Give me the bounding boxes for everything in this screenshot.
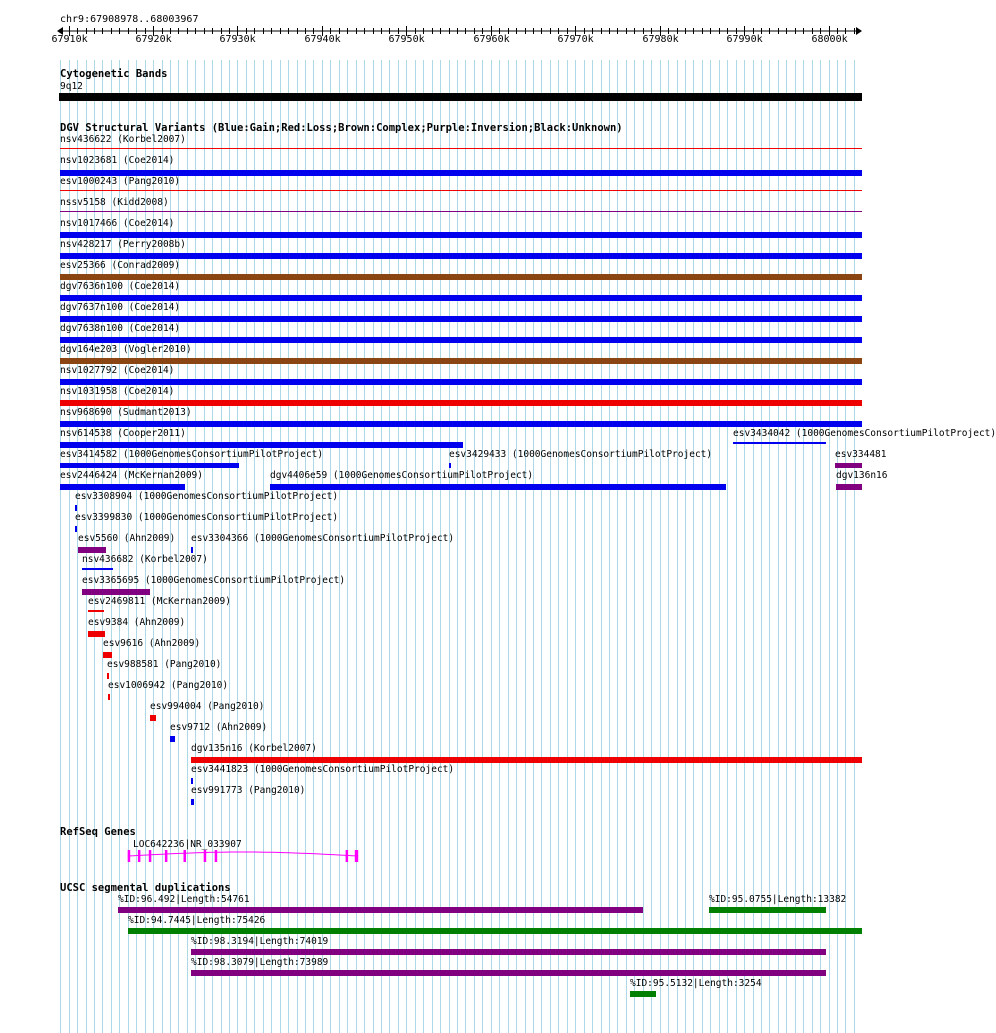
segdup-feature-label[interactable]: %ID:96.492|Length:54761 (118, 894, 250, 905)
segdup-feature-bar[interactable] (191, 970, 826, 976)
dgv-feature-bar[interactable] (150, 715, 156, 721)
dgv-feature-label[interactable]: nsv436682 (Korbel2007) (82, 554, 208, 565)
dgv-feature-label[interactable]: esv994004 (Pang2010) (150, 701, 265, 712)
dgv-track-title: DGV Structural Variants (Blue:Gain;Red:Loss;Brown:Complex;Purple:Inversion;Black:Unknown) (60, 122, 623, 134)
dgv-feature-bar[interactable] (60, 316, 862, 322)
dgv-feature-bar[interactable] (449, 463, 451, 468)
refseq-exon (355, 850, 358, 862)
dgv-feature-label[interactable]: dgv164e203 (Vogler2010) (60, 344, 192, 355)
dgv-feature-bar[interactable] (60, 337, 862, 343)
dgv-feature-label[interactable]: nsv1027792 (Coe2014) (60, 365, 175, 376)
dgv-feature-label[interactable]: esv3429433 (1000GenomesConsortiumPilotProject) (449, 449, 713, 460)
dgv-feature-label[interactable]: nsv428217 (Perry2008b) (60, 239, 186, 250)
dgv-feature-bar[interactable] (191, 799, 194, 805)
dgv-feature-bar[interactable] (60, 148, 862, 149)
refseq-exon (149, 850, 152, 862)
dgv-feature-bar[interactable] (60, 211, 862, 212)
dgv-feature-label[interactable]: dgv4406e59 (1000GenomesConsortiumPilotProject) (270, 470, 534, 481)
dgv-feature-label[interactable]: esv9616 (Ahn2009) (103, 638, 201, 649)
dgv-feature-bar[interactable] (78, 547, 106, 553)
dgv-feature-label[interactable]: nsv1031958 (Coe2014) (60, 386, 175, 397)
dgv-feature-label[interactable]: dgv7638n100 (Coe2014) (60, 323, 181, 334)
refseq-exon (165, 850, 168, 862)
dgv-feature-bar[interactable] (60, 442, 463, 448)
dgv-feature-bar[interactable] (107, 673, 109, 679)
dgv-feature-bar[interactable] (733, 442, 826, 444)
segdup-feature-bar[interactable] (709, 907, 826, 913)
refseq-exon (128, 850, 131, 862)
dgv-feature-label[interactable]: esv3414582 (1000GenomesConsortiumPilotProject) (60, 449, 324, 460)
ruler-axis (0, 0, 890, 60)
ruler-tick-label: 67930k (219, 34, 256, 45)
dgv-feature-label[interactable]: nssv5158 (Kidd2008) (60, 197, 169, 208)
segdup-feature-label[interactable]: %ID:95.0755|Length:13382 (709, 894, 847, 905)
dgv-feature-bar[interactable] (88, 610, 104, 612)
ruler-tick-label: 67940k (304, 34, 341, 45)
dgv-feature-bar[interactable] (60, 232, 862, 238)
dgv-feature-bar[interactable] (103, 652, 112, 658)
dgv-feature-bar[interactable] (82, 589, 150, 595)
dgv-feature-label[interactable]: nsv1023681 (Coe2014) (60, 155, 175, 166)
ruler-range-label: chr9:67908978..68003967 (60, 14, 199, 25)
dgv-feature-label[interactable]: dgv7637n100 (Coe2014) (60, 302, 181, 313)
ruler-tick-label: 67910k (51, 34, 88, 45)
dgv-feature-bar[interactable] (60, 295, 862, 301)
ruler-tick-label: 67960k (473, 34, 510, 45)
segdup-feature-bar[interactable] (128, 928, 862, 934)
dgv-feature-label[interactable]: esv3434042 (1000GenomesConsortiumPilotProject) (733, 428, 996, 439)
dgv-feature-bar[interactable] (60, 274, 862, 280)
dgv-feature-label[interactable]: esv9384 (Ahn2009) (88, 617, 186, 628)
segdup-feature-label[interactable]: %ID:98.3194|Length:74019 (191, 936, 329, 947)
dgv-feature-bar[interactable] (191, 547, 193, 553)
dgv-feature-bar[interactable] (191, 778, 193, 784)
dgv-feature-bar[interactable] (60, 379, 862, 385)
dgv-feature-bar[interactable] (75, 505, 77, 511)
refseq-exon (346, 850, 349, 862)
refseq-track-title: RefSeq Genes (60, 826, 136, 838)
dgv-feature-label[interactable]: nsv614538 (Cooper2011) (60, 428, 186, 439)
dgv-feature-label[interactable]: esv5560 (Ahn2009) (78, 533, 176, 544)
dgv-feature-bar[interactable] (82, 568, 113, 570)
dgv-feature-label[interactable]: esv988581 (Pang2010) (107, 659, 222, 670)
dgv-feature-bar[interactable] (60, 421, 862, 427)
dgv-feature-label[interactable]: esv3365695 (1000GenomesConsortiumPilotProject) (82, 575, 346, 586)
dgv-feature-bar[interactable] (191, 757, 862, 763)
segdup-feature-bar[interactable] (630, 991, 656, 997)
dgv-feature-label[interactable]: esv3308904 (1000GenomesConsortiumPilotProject) (75, 491, 339, 502)
dgv-feature-bar[interactable] (75, 526, 77, 532)
dgv-feature-bar[interactable] (60, 400, 862, 406)
dgv-feature-label[interactable]: esv991773 (Pang2010) (191, 785, 306, 796)
dgv-feature-bar[interactable] (60, 358, 862, 364)
ruler-tick-label: 67990k (726, 34, 763, 45)
dgv-feature-label[interactable]: esv1000243 (Pang2010) (60, 176, 181, 187)
dgv-feature-label[interactable]: esv3304366 (1000GenomesConsortiumPilotProject) (191, 533, 455, 544)
refseq-exon (204, 850, 207, 862)
dgv-feature-bar[interactable] (835, 463, 862, 468)
dgv-feature-label[interactable]: nsv436622 (Korbel2007) (60, 134, 186, 145)
cytoband-track-title: Cytogenetic Bands (60, 68, 168, 80)
dgv-feature-bar[interactable] (88, 631, 105, 637)
dgv-feature-label[interactable]: esv334481 (835, 449, 887, 460)
dgv-feature-label[interactable]: esv2469811 (McKernan2009) (88, 596, 231, 607)
ruler-tick-label: 67970k (557, 34, 594, 45)
segdup-feature-label[interactable]: %ID:98.3079|Length:73989 (191, 957, 329, 968)
dgv-feature-bar[interactable] (60, 484, 185, 490)
refseq-gene-label[interactable]: LOC642236|NR_033907 (133, 839, 242, 850)
dgv-feature-label[interactable]: esv1006942 (Pang2010) (108, 680, 229, 691)
ruler-tick-label: 68000k (811, 34, 848, 45)
dgv-feature-label[interactable]: esv3399830 (1000GenomesConsortiumPilotProject) (75, 512, 339, 523)
refseq-exon (138, 850, 141, 862)
dgv-feature-bar[interactable] (170, 736, 175, 742)
ruler-tick-label: 67920k (135, 34, 172, 45)
dgv-feature-label[interactable]: esv2446424 (McKernan2009) (60, 470, 203, 481)
dgv-feature-label[interactable]: esv25366 (Conrad2009) (60, 260, 181, 271)
refseq-exon (184, 850, 187, 862)
dgv-feature-label[interactable]: dgv7636n100 (Coe2014) (60, 281, 181, 292)
segdup-feature-bar[interactable] (118, 907, 643, 913)
segdup-feature-label[interactable]: %ID:94.7445|Length:75426 (128, 915, 266, 926)
segdup-feature-bar[interactable] (191, 949, 826, 955)
dgv-feature-bar[interactable] (270, 484, 726, 490)
dgv-feature-label[interactable]: dgv135n16 (Korbel2007) (191, 743, 317, 754)
dgv-feature-bar[interactable] (836, 484, 862, 490)
segdup-feature-label[interactable]: %ID:95.5132|Length:3254 (630, 978, 762, 989)
dgv-feature-label[interactable]: nsv1017466 (Coe2014) (60, 218, 175, 229)
ruler-tick-label: 67950k (388, 34, 425, 45)
ruler-tick-label: 67980k (642, 34, 679, 45)
refseq-intron-line (128, 852, 359, 856)
dgv-feature-label[interactable]: esv3441823 (1000GenomesConsortiumPilotProject) (191, 764, 455, 775)
cytoband-9q12[interactable] (59, 93, 862, 101)
dgv-feature-label[interactable]: nsv968690 (Sudmant2013) (60, 407, 192, 418)
cytoband-label: 9q12 (60, 81, 83, 92)
dgv-feature-bar[interactable] (60, 253, 862, 259)
segdup-track-title: UCSC segmental duplications (60, 882, 231, 894)
dgv-feature-bar[interactable] (108, 694, 110, 700)
dgv-feature-label[interactable]: dgv136n16 (836, 470, 888, 481)
dgv-feature-bar[interactable] (60, 463, 239, 468)
dgv-feature-bar[interactable] (60, 170, 862, 176)
refseq-exon (215, 850, 218, 862)
refseq-gene-model[interactable] (0, 848, 890, 868)
dgv-feature-label[interactable]: esv9712 (Ahn2009) (170, 722, 268, 733)
dgv-feature-bar[interactable] (60, 190, 862, 191)
ruler-right-arrow-icon (856, 27, 862, 35)
